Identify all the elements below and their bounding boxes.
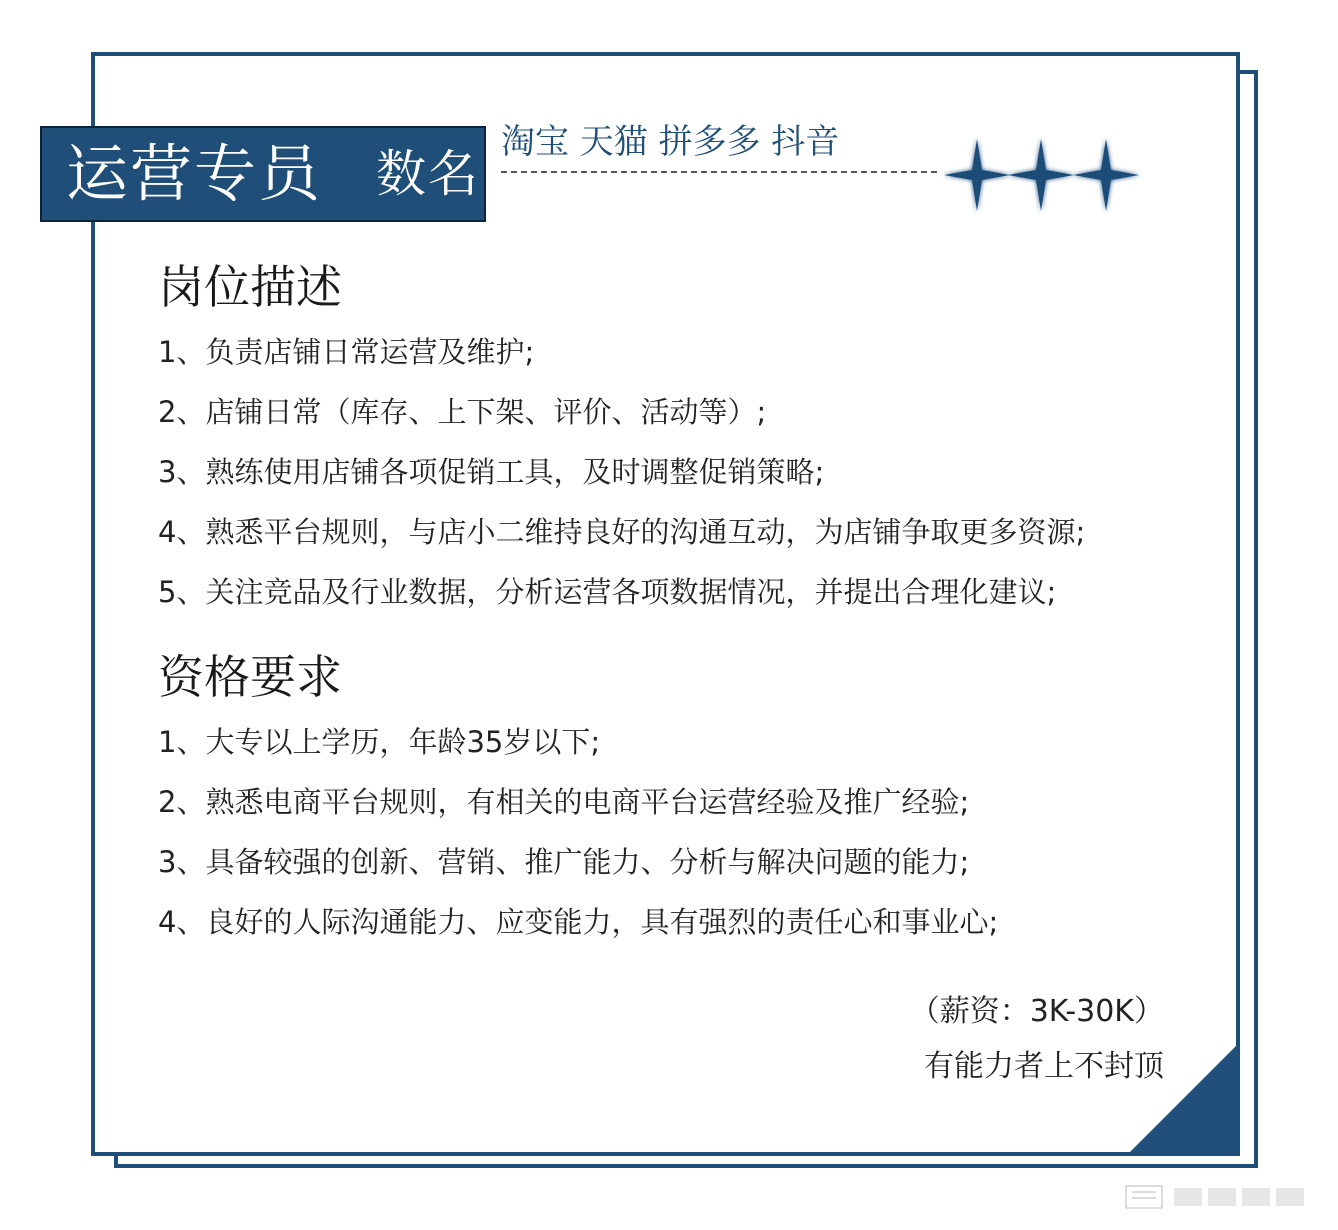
job-title: 运营专员 [66,137,323,210]
requirement-item: 1、大专以上学历，年龄35岁以下; [158,725,601,759]
description-item: 5、关注竞品及行业数据，分析运营各项数据情况，并提出合理化建议; [158,575,1057,609]
requirement-item: 3、具备较强的创新、营销、推广能力、分析与解决问题的能力; [158,845,970,879]
description-item: 4、熟悉平台规则，与店小二维持良好的沟通互动，为店铺争取更多资源; [158,515,1086,549]
star-icon [944,139,1010,211]
star-icon [1073,139,1139,211]
job-description-heading: 岗位描述 [158,260,342,314]
star-icon [1008,139,1074,211]
headcount: 数名 [376,145,481,203]
watermark-logo [1122,1176,1312,1216]
salary-note: 有能力者上不封顶 [924,1049,1164,1084]
requirements-heading: 资格要求 [158,650,342,704]
description-item: 3、熟练使用店铺各项促销工具，及时调整促销策略; [158,455,825,489]
requirement-item: 2、熟悉电商平台规则，有相关的电商平台运营经验及推广经验; [158,785,970,819]
description-item: 2、店铺日常（库存、上下架、评价、活动等）; [158,395,767,429]
salary-range: （薪资：3K-30K） [909,994,1164,1029]
requirement-item: 4、良好的人际沟通能力、应变能力，具有强烈的责任心和事业心; [158,905,999,939]
dashed-divider [501,171,937,173]
job-title-box [40,126,486,222]
platform-list: 淘宝 天猫 拼多多 抖音 [501,122,840,162]
description-item: 1、负责店铺日常运营及维护; [158,335,535,369]
stars-decoration [940,135,1150,215]
